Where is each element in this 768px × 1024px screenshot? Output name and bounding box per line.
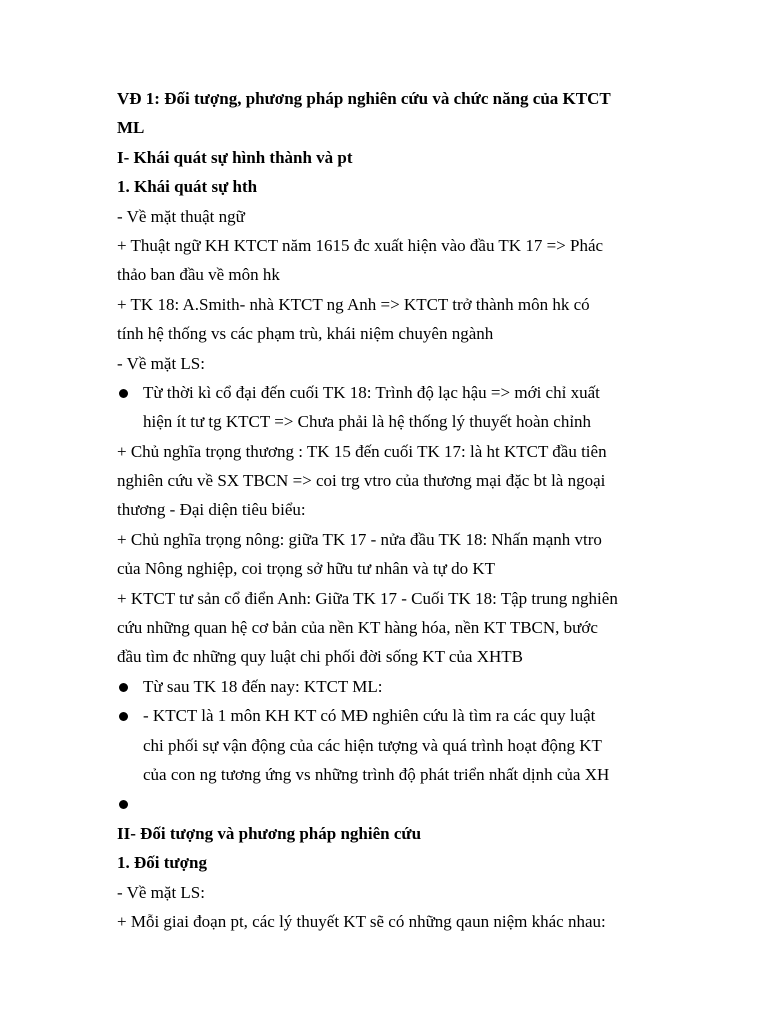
doc-line: I- Khái quát sự hình thành và pt xyxy=(117,147,353,167)
doc-line: tính hệ thống vs các phạm trù, khái niệm chuyên ngành xyxy=(117,324,494,344)
doc-line: của con ng tương ứng vs những trình độ phát triển nhất dịnh của XH xyxy=(143,764,610,784)
doc-line: - Về mặt thuật ngữ xyxy=(117,206,245,226)
doc-line: + Chủ nghĩa trọng thương : TK 15 đến cuối TK 17: là ht KTCT đầu tiên xyxy=(117,441,607,461)
doc-line: của Nông nghiệp, coi trọng sở hữu tư nhân và tự do KT xyxy=(117,559,495,579)
doc-line: + Mỗi giai đoạn pt, các lý thuyết KT sẽ có những qaun niệm khác nhau: xyxy=(117,911,606,931)
doc-line: thảo ban đầu về môn hk xyxy=(117,265,280,285)
bullet-dot-icon xyxy=(119,712,128,721)
doc-line: + Chủ nghĩa trọng nông: giữa TK 17 - nửa đầu TK 18: Nhấn mạnh vtro xyxy=(117,529,602,549)
doc-line: 1. Khái quát sự hth xyxy=(117,177,258,197)
bullet-item xyxy=(117,672,657,701)
bullet-dot-icon xyxy=(119,683,128,692)
doc-line: 1. Đối tượng xyxy=(117,853,207,873)
doc-line: - Về mặt LS: xyxy=(117,353,205,373)
doc-line: - Về mặt LS: xyxy=(117,882,205,902)
doc-line: VĐ 1: Đối tượng, phương pháp nghiên cứu và chức năng của KTCT xyxy=(117,89,611,108)
bullet-dot-icon xyxy=(119,800,128,809)
doc-line: + TK 18: A.Smith- nhà KTCT ng Anh => KTCT trở thành môn hk có xyxy=(117,294,590,314)
bullet-text: Từ sau TK 18 đến nay: KTCT ML: xyxy=(143,676,383,696)
doc-line: II- Đối tượng và phương pháp nghiên cứu xyxy=(117,823,422,843)
bullet-item xyxy=(117,378,657,407)
bullet-item-empty xyxy=(117,789,657,818)
doc-line: + KTCT tư sản cổ điển Anh: Giữa TK 17 - Cuối TK 18: Tập trung nghiên xyxy=(117,588,618,608)
doc-line: đầu tìm đc những quy luật chi phối đời sống KT của XHTB xyxy=(117,647,524,667)
doc-line: ML xyxy=(117,118,145,138)
bullet-text: Từ thời kì cổ đại đến cuối TK 18: Trình độ lạc hậu => mới chỉ xuất xyxy=(143,382,600,402)
doc-line: nghiên cứu về SX TBCN => coi trg vtro của thương mại đặc bt là ngoại xyxy=(117,471,606,491)
bullet-dot-icon xyxy=(119,389,128,398)
doc-line: chi phối sự vận động của các hiện tượng và quá trình hoạt động KT xyxy=(143,735,602,755)
doc-line: + Thuật ngữ KH KTCT năm 1615 đc xuất hiện vào đầu TK 17 => Phác xyxy=(117,235,604,255)
document-page xyxy=(117,84,657,936)
doc-line: hiện ít tư tg KTCT => Chưa phải là hệ thống lý thuyết hoàn chỉnh xyxy=(143,412,592,432)
doc-line: thương - Đại diện tiêu biểu: xyxy=(117,500,306,520)
doc-line: cứu những quan hệ cơ bản của nền KT hàng hóa, nền KT TBCN, bước xyxy=(117,618,598,638)
bullet-item xyxy=(117,701,657,730)
bullet-text: - KTCT là 1 môn KH KT có MĐ nghiên cứu là tìm ra các quy luật xyxy=(143,706,596,726)
